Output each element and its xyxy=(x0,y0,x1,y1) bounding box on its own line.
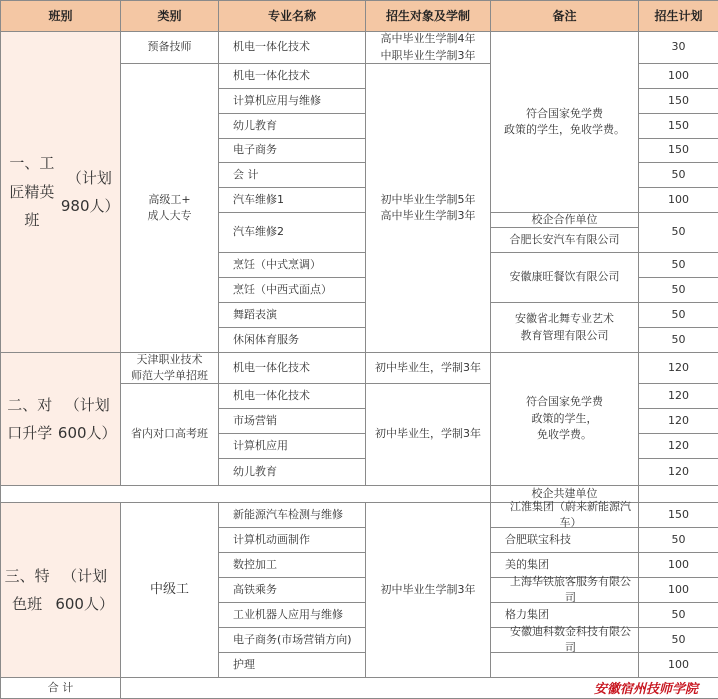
plan-cell: 150 xyxy=(638,502,718,528)
separator-cell xyxy=(0,485,491,503)
plan-cell: 50 xyxy=(638,527,718,553)
plan-cell: 150 xyxy=(638,88,718,114)
plan-cell: 50 xyxy=(638,627,718,653)
note-cell: 安徽省北舞专业艺术 教育管理有限公司 xyxy=(490,302,639,353)
target-cell: 高中毕业生学制4年 中职毕业生学制3年 xyxy=(365,31,491,64)
category-cell: 省内对口高考班 xyxy=(120,383,219,486)
note-cell: 美的集团 xyxy=(490,552,639,578)
major-cell: 休闲体育服务 xyxy=(218,327,366,353)
header-plan: 招生计划 xyxy=(638,0,718,32)
major-cell: 数控加工 xyxy=(218,552,366,578)
target-cell: 初中毕业生，学制3年 xyxy=(365,383,491,486)
plan-cell: 100 xyxy=(638,652,718,678)
plan-cell: 100 xyxy=(638,187,718,213)
note-cell: 符合国家免学费 政策的学生，免收学费。 xyxy=(490,31,639,213)
major-cell: 机电一体化技术 xyxy=(218,31,366,64)
note-cell: 上海华铁旅客服务有限公司 xyxy=(490,577,639,603)
major-cell: 幼儿教育 xyxy=(218,458,366,486)
plan-cell: 50 xyxy=(638,302,718,328)
major-cell: 护理 xyxy=(218,652,366,678)
header-category: 类别 xyxy=(120,0,219,32)
plan-cell: 100 xyxy=(638,552,718,578)
separator-cell xyxy=(638,485,718,503)
major-cell: 计算机动画制作 xyxy=(218,527,366,553)
major-cell: 机电一体化技术 xyxy=(218,352,366,384)
major-cell: 会 计 xyxy=(218,162,366,188)
category-cell: 预备技师 xyxy=(120,31,219,64)
category-cell: 中级工 xyxy=(120,502,219,678)
note-cell: 江淮集团（蔚来新能源汽车） xyxy=(490,502,639,528)
major-cell: 舞蹈表演 xyxy=(218,302,366,328)
plan-cell: 120 xyxy=(638,408,718,434)
category-cell: 天津职业技术 师范大学单招班 xyxy=(120,352,219,384)
major-cell: 电子商务(市场营销方向) xyxy=(218,627,366,653)
header-target: 招生对象及学制 xyxy=(365,0,491,32)
major-cell: 机电一体化技术 xyxy=(218,383,366,409)
section-plan-text: （计划600人） xyxy=(57,395,117,442)
major-cell: 高铁乘务 xyxy=(218,577,366,603)
major-cell: 工业机器人应用与维修 xyxy=(218,602,366,628)
plan-cell: 50 xyxy=(638,162,718,188)
target-cell: 初中毕业生学制3年 xyxy=(365,502,491,678)
plan-cell: 50 xyxy=(638,277,718,303)
major-cell: 汽车维修2 xyxy=(218,212,366,253)
major-cell: 幼儿教育 xyxy=(218,113,366,139)
major-cell: 市场营销 xyxy=(218,408,366,434)
note-cell: 校企合作单位 xyxy=(490,212,639,228)
total-label: 合 计 xyxy=(0,677,121,699)
school-logo-text: 安徽宿州技师学院 xyxy=(594,681,699,697)
section-title-text: 二、对口升学 xyxy=(7,395,53,442)
major-cell: 烹饪（中西式面点） xyxy=(218,277,366,303)
plan-cell: 30 xyxy=(638,31,718,64)
section-title xyxy=(0,352,121,486)
major-cell: 电子商务 xyxy=(218,138,366,163)
header-note: 备注 xyxy=(490,0,639,32)
plan-cell: 150 xyxy=(638,138,718,163)
note-cell: 合肥长安汽车有限公司 xyxy=(490,227,639,253)
header-major: 专业名称 xyxy=(218,0,366,32)
section-title xyxy=(0,502,121,678)
section-title xyxy=(0,31,121,353)
note-cell: 格力集团 xyxy=(490,602,639,628)
plan-cell: 50 xyxy=(638,252,718,278)
plan-cell: 120 xyxy=(638,352,718,384)
note-cell: 校企共建单位 xyxy=(490,485,639,503)
major-cell: 计算机应用 xyxy=(218,433,366,459)
note-cell: 安徽康旺餐饮有限公司 xyxy=(490,252,639,303)
category-cell: 高级工+ 成人大专 xyxy=(120,63,219,353)
plan-cell: 50 xyxy=(638,327,718,353)
section-title-text: 一、工匠精英班 xyxy=(9,154,55,230)
major-cell: 汽车维修1 xyxy=(218,187,366,213)
target-cell: 初中毕业生学制5年 高中毕业生学制3年 xyxy=(365,63,491,353)
section-plan-text: （计划980人） xyxy=(60,168,120,215)
major-cell: 计算机应用与维修 xyxy=(218,88,366,114)
section-title-text: 三、特色班 xyxy=(4,566,50,613)
plan-cell: 50 xyxy=(638,602,718,628)
note-cell: 合肥联宝科技 xyxy=(490,527,639,553)
major-cell: 烹饪（中式烹调） xyxy=(218,252,366,278)
plan-cell: 120 xyxy=(638,458,718,486)
target-cell: 初中毕业生，学制3年 xyxy=(365,352,491,384)
major-cell: 新能源汽车检测与维修 xyxy=(218,502,366,528)
note-cell: 安徽迪科数金科技有限公司 xyxy=(490,627,639,653)
plan-cell: 120 xyxy=(638,383,718,409)
header-class: 班别 xyxy=(0,0,121,32)
section-plan-text: （计划600人） xyxy=(55,566,114,613)
plan-cell: 100 xyxy=(638,577,718,603)
note-cell xyxy=(490,652,639,678)
note-cell: 符合国家免学费 政策的学生， 免收学费。 xyxy=(490,352,639,486)
plan-cell: 100 xyxy=(638,63,718,89)
plan-cell: 50 xyxy=(638,212,718,253)
major-cell: 机电一体化技术 xyxy=(218,63,366,89)
plan-cell: 150 xyxy=(638,113,718,139)
plan-cell: 120 xyxy=(638,433,718,459)
